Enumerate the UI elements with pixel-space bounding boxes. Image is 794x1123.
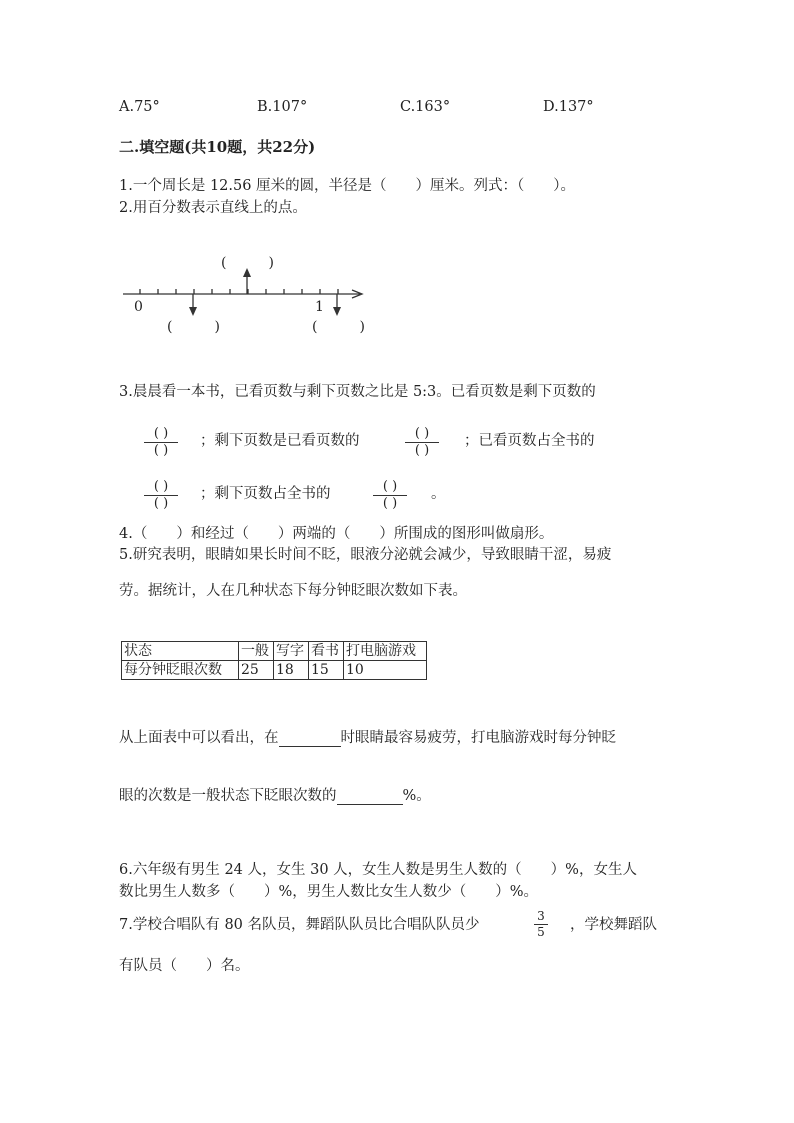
fraction-blank-2: ( ) ( ) [405, 427, 439, 458]
fraction-denominator: 5 [537, 925, 545, 939]
question-6-line-2: 数比男生人数多（ ）%，男生人数比女生人数少（ ）%。 [119, 884, 539, 900]
question-5-line-2: 劳。据统计，人在几种状态下每分钟眨眼次数如下表。 [119, 583, 467, 599]
answer-text: %。 [402, 788, 431, 804]
number-line-blank-right: ( ) [312, 319, 365, 335]
table-cell: 一般 [239, 642, 274, 661]
number-line-figure [0, 0, 794, 360]
question-3-text-a: ；剩下页数是已看页数的 [200, 433, 360, 449]
question-3-text-b: ；已看页数占全书的 [464, 433, 595, 449]
table-cell: 18 [274, 661, 309, 680]
table-cell: 打电脑游戏 [344, 642, 427, 661]
choice-a: A.75° [119, 99, 160, 115]
number-line-blank-top: ( ) [221, 255, 274, 271]
blink-rate-table [121, 641, 427, 680]
choice-b: B.107° [257, 99, 308, 115]
table-row [122, 661, 427, 680]
table-cell: 看书 [309, 642, 344, 661]
question-5-answer-line-1 [119, 729, 616, 747]
question-3-text-c: ；剩下页数占全书的 [200, 486, 331, 502]
question-5-line-1: 5.研究表明，眼睛如果长时间不眨，眼液分泌就会减少，导致眼睛干涩，易疲 [119, 547, 612, 563]
table-cell: 每分钟眨眼次数 [122, 661, 239, 680]
fraction-blank-1: ( ) ( ) [144, 427, 178, 458]
question-6-line-1: 6.六年级有男生 24 人，女生 30 人，女生人数是男生人数的（ ）%，女生人 [119, 862, 637, 878]
fraction-blank-4: ( ) ( ) [373, 480, 407, 511]
question-4: 4.（ ）和经过（ ）两端的（ ）所围成的图形叫做扇形。 [119, 526, 554, 542]
answer-text: 从上面表中可以看出，在 [119, 730, 279, 746]
question-3: 3.晨晨看一本书，已看页数与剩下页数之比是 5:3。已看页数是剩下页数的 [119, 384, 596, 400]
section-heading: 二.填空题(共10题，共22分) [119, 138, 316, 156]
question-7-line-1-pre: 7.学校合唱队有 80 名队员，舞蹈队队员比合唱队队员少 [119, 917, 480, 933]
number-line-blank-left: ( ) [167, 319, 220, 335]
answer-blank [279, 730, 341, 747]
number-line-label-one: 1 [315, 299, 324, 315]
question-3-text-d: 。 [431, 486, 446, 502]
table-cell: 状态 [122, 642, 239, 661]
answer-blank [337, 788, 403, 805]
question-5-answer-line-2 [119, 787, 431, 805]
fraction-numerator: 3 [537, 909, 545, 923]
table-cell: 25 [239, 661, 274, 680]
question-7-line-2: 有队员（ ）名。 [119, 958, 250, 974]
fraction-three-fifths [534, 910, 548, 939]
question-7-line-1-post: ，学校舞蹈队 [570, 917, 657, 933]
table-cell: 15 [309, 661, 344, 680]
table-cell: 10 [344, 661, 427, 680]
question-2: 2.用百分数表示直线上的点。 [119, 200, 307, 216]
number-line-label-zero: 0 [134, 299, 143, 315]
choice-c: C.163° [400, 99, 451, 115]
table-cell: 写字 [274, 642, 309, 661]
answer-text: 眼的次数是一般状态下眨眼次数的 [119, 788, 337, 804]
table-header-row [122, 642, 427, 661]
question-1: 1.一个周长是 12.56 厘米的圆，半径是（ ）厘米。列式：（ ）。 [119, 178, 576, 194]
fraction-blank-3: ( ) ( ) [144, 480, 178, 511]
answer-text: 时眼睛最容易疲劳，打电脑游戏时每分钟眨 [340, 730, 616, 746]
choice-d: D.137° [543, 99, 594, 115]
